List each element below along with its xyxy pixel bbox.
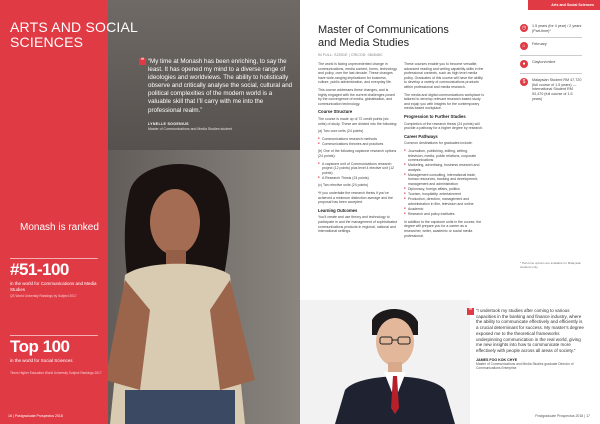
info-text: 1.5 years (for 4 year) / 2 years (Part-time)* bbox=[532, 24, 582, 33]
course-info-box bbox=[520, 24, 582, 109]
structure-part-a: (a) Two core units (24 points) bbox=[318, 129, 364, 134]
info-intake bbox=[520, 42, 582, 56]
rank-1-source: QS World University Rankings by Subject 2017 bbox=[10, 294, 77, 298]
quote-author-name: LYNELLE SOGENIUS bbox=[148, 121, 189, 126]
rank-2-description: in the world for Social Sciences bbox=[10, 358, 73, 363]
structure-part-b: (b) One of the following capstone research options (24 points): bbox=[318, 149, 397, 158]
info-duration bbox=[520, 24, 582, 38]
structure-b-list bbox=[318, 162, 398, 181]
column-2-paragraph-2: The media and digital communications workplace is tailored to develop relevant research-based study and equip you with insights for the contemporary media-based workplace. bbox=[404, 92, 484, 111]
list-item: ■ A capstone unit of Communications research project (12 points) plus level 4 elective unit (12 points) bbox=[318, 162, 398, 176]
section-title-wrap bbox=[0, 0, 160, 424]
side-note: * Part-time options are available for Malaysian students only. bbox=[520, 261, 582, 269]
course-title: Master of Communications and Media Studies bbox=[318, 24, 449, 49]
info-text: Malaysian Student RM 47,720 (full course of 1.5 years) — International Student RM 53,470 (full course of 1.5 years) bbox=[532, 78, 582, 101]
list-item: ■ Management consulting, international trade, human resources, banking and development, management and administration bbox=[404, 173, 484, 187]
course-structure-heading: Course Structure bbox=[318, 109, 353, 115]
learning-outcomes-text: You’ll create and use theory and technology to participate in and the management of sophisticated communications products in regional, national and international settings. bbox=[318, 215, 398, 234]
quote-text: “My time at Monash has been enriching, to say the least. It has opened my mind to a diverse range of ideologies and worldviews. The ability to holistically observe and critically analyse the social, cultural and political complexities of the modern world is a valuable skill that I’ll carry with me into the professional realm.” bbox=[148, 58, 293, 114]
list-item: ■ A Research Thesis (24 points) bbox=[318, 176, 398, 181]
learning-outcomes-heading: Learning Outcomes bbox=[318, 207, 358, 213]
info-text: February bbox=[532, 42, 547, 47]
info-text: Clayton/online bbox=[532, 60, 556, 65]
further-studies-text: Completion of the research thesis (24 points) will provide a pathway for a higher degree by research. bbox=[404, 121, 484, 131]
info-location bbox=[520, 60, 582, 74]
rank-2-figure: Top 100 bbox=[10, 337, 70, 356]
content-column-1 bbox=[318, 62, 398, 237]
rank-1-description: in the world for Communications and Media Studies bbox=[10, 281, 97, 292]
course-code: IN FULL: S2001E | CRICOS: 084545C bbox=[318, 53, 383, 57]
student-quote bbox=[140, 58, 293, 131]
location-icon: ● bbox=[520, 60, 528, 68]
quote-author-role: Master of Communications and Media Studies student bbox=[148, 126, 233, 131]
campus-icon: ⌂ bbox=[520, 42, 528, 50]
list-item: ■ Research and policy institutes bbox=[404, 212, 484, 217]
list-item: ■ Journalism, publishing, editing, writing, television, media, public relations, corporate communications bbox=[404, 149, 484, 163]
structure-part-c: (c) Two elective units (24 points) bbox=[318, 183, 369, 188]
closing-paragraph: In addition to the capstone units in the course, the degree will prepare you for a career as a researcher, writer, academic or social media professional. bbox=[404, 219, 482, 238]
list-item: ■ Marketing, advertising, business research and analysis bbox=[404, 163, 484, 172]
rank-1-figure: #51-100 bbox=[10, 260, 69, 279]
info-fees bbox=[520, 78, 582, 105]
list-item: ■ Communications research methods bbox=[318, 137, 398, 142]
graduate-quote-text: “I undertook my studies after coming to various capacities in the banking and finance industry, where the ability to communicate effectively and efficiently is a crucial determinant for success. My master’s degree exposed me to the theoretical frameworks underpinning communication in the real world, giving me new insights into how to communicate more effectively with people across all areas of society.” bbox=[476, 308, 584, 353]
rank-2-source: Times Higher Education World University Subject Rankings 2017 bbox=[10, 371, 102, 375]
ranked-label: Monash is ranked bbox=[20, 222, 99, 233]
graduate-quote bbox=[468, 308, 586, 370]
graduate-name: JAMES FOO KOK CHYE bbox=[476, 357, 518, 362]
list-item: ■ Diplomacy, foreign affairs, politics bbox=[404, 187, 484, 192]
right-page-footer: Postgraduate Prospectus 2018 | 17 bbox=[535, 414, 590, 418]
structure-a-list bbox=[318, 137, 398, 147]
list-item: ■ Academic bbox=[404, 207, 484, 212]
further-studies-heading: Progression to Further Studies bbox=[404, 113, 466, 119]
calendar-icon: ◷ bbox=[521, 25, 527, 31]
career-list bbox=[404, 149, 484, 217]
fees-icon: $ bbox=[520, 78, 528, 86]
career-pathways-heading: Career Pathways bbox=[404, 133, 438, 139]
graduate-role: Master of Communications and Media Studies graduate Director of Communications Enterprise bbox=[476, 361, 574, 370]
section-tab: Arts and Social Sciences bbox=[528, 0, 600, 10]
list-item: ■ Tourism, hospitality, entertainment bbox=[404, 192, 484, 197]
intro-paragraph-1: The world is facing unprecedented change in communications, media content, forms, technology, and policy, over the last decade. These changes have wide-ranging implications for business, culture, public administration, and everyday life. bbox=[318, 62, 398, 85]
structure-note: *If you undertake the research thesis if you’ve achieved a minimum distinction average and the proposal has been accepted. bbox=[318, 191, 393, 205]
list-item: ■ Production, direction, management and administration in film, television and online bbox=[404, 197, 484, 206]
column-2-paragraph-1: These courses enable you to become versatile, advanced reading and writing capability skills in the professional contexts, such as high level media policy. Graduates of this course will have the ability to develop a variety of communications products within professional and media research. bbox=[404, 62, 484, 89]
graduate-portrait-photo bbox=[300, 300, 470, 424]
career-pathways-text: Common destinations for graduates include: bbox=[404, 141, 473, 146]
right-page bbox=[300, 0, 600, 424]
quote-icon: ❝ bbox=[468, 308, 473, 314]
course-structure-text: The course is made up of 72 credit points (six units) of study. These are divided into the following: bbox=[318, 116, 398, 126]
quote-icon: ❝ bbox=[140, 58, 145, 64]
section-title: ARTS AND SOCIAL SCIENCES bbox=[10, 19, 138, 50]
left-page-footer: 16 | Postgraduate Prospectus 2018 bbox=[8, 414, 63, 418]
list-item: ■ Communications theories and practices bbox=[318, 142, 398, 147]
content-column-2 bbox=[404, 62, 484, 241]
intro-paragraph-2: This course addresses these changes, and is highly engaged with the current challenges posed by the convergence of media, globalisation, and communication technology. bbox=[318, 87, 395, 106]
